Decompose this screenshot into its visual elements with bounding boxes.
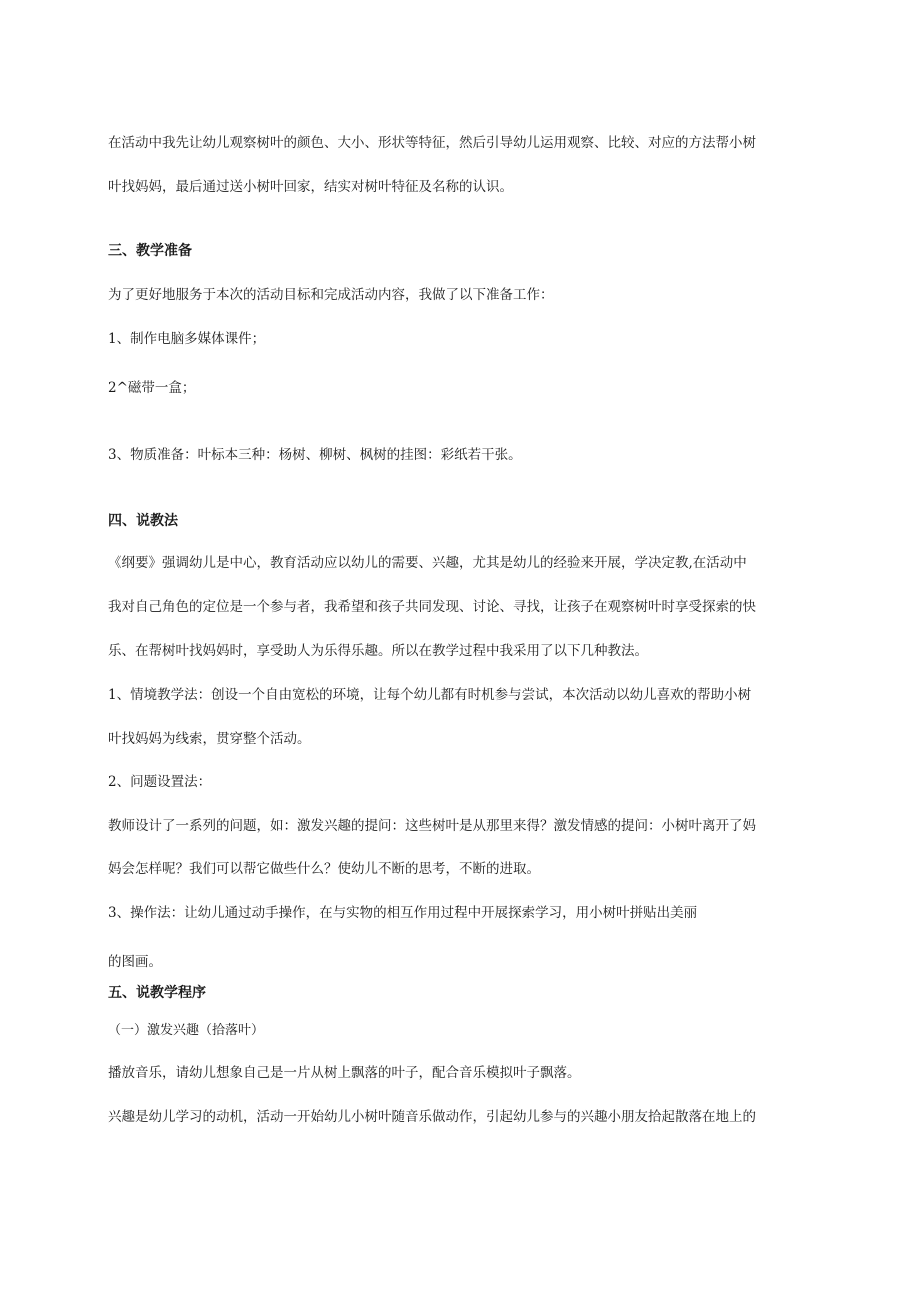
paragraph-line: 乐、在帮树叶找妈妈时，享受助人为乐得乐趣。所以在教学过程中我采用了以下几种教法。	[108, 643, 648, 659]
paragraph-line: 兴趣是幼儿学习的动机，活动一开始幼儿小树叶随音乐做动作，引起幼儿参与的兴趣小朋友拾起散落在地上的	[108, 1109, 756, 1125]
paragraph-line: 教师设计了一系列的问题，如：激发兴趣的提问：这些树叶是从那里来得？激发情感的提问：小树叶离开了妈	[108, 818, 756, 834]
section-heading-preparation: 三、教学准备	[108, 243, 192, 259]
paragraph-line: 妈会怎样呢？我们可以帮它做些什么？使幼儿不断的思考，不断的进取。	[108, 861, 540, 877]
list-item: 1、制作电脑多媒体课件；	[108, 331, 266, 347]
list-item: 3、物质准备：叶标本三种：杨树、柳树、枫树的挂图：彩纸若干张。	[108, 447, 522, 463]
paragraph-line: 为了更好地服务于本次的活动目标和完成活动内容，我做了以下准备工作：	[108, 287, 554, 303]
subsection-heading: （一）激发兴趣（拾落叶）	[108, 1023, 265, 1038]
paragraph-line: 在活动中我先让幼儿观察树叶的颜色、大小、形状等特征，然后引导幼儿运用观察、比较、对应的方法帮小树	[108, 135, 756, 151]
list-item: 1、情境教学法：创设一个自由宽松的环境，让每个幼儿都有时机参与尝试，本次活动以幼儿喜欢的帮助小树	[108, 687, 752, 703]
list-item: 2^磁带一盒；	[108, 380, 196, 396]
paragraph-line: 叶找妈妈，最后通过送小树叶回家，结实对树叶特征及名称的认识。	[108, 179, 513, 195]
list-item: 2、问题设置法：	[108, 774, 212, 790]
paragraph-line: 的图画。	[108, 954, 162, 970]
paragraph-line: 播放音乐，请幼儿想象自己是一片从树上飘落的叶子，配合音乐模拟叶子飘落。	[108, 1065, 581, 1081]
list-item: 3、操作法：让幼儿通过动手操作，在与实物的相互作用过程中开展探索学习，用小树叶拼贴出美丽	[108, 905, 698, 921]
section-heading-teaching-method: 四、说教法	[108, 513, 178, 529]
paragraph-line: 叶找妈妈为线索，贯穿整个活动。	[108, 731, 311, 747]
paragraph-line: 《纲要》强调幼儿是中心，教育活动应以幼儿的需要、兴趣，尤其是幼儿的经验来开展，学决定教,在活动中	[108, 555, 747, 571]
section-heading-teaching-procedure: 五、说教学程序	[108, 985, 206, 1001]
paragraph-line: 我对自己角色的定位是一个参与者，我希望和孩子共同发现、讨论、寻找，让孩子在观察树叶时享受探索的快	[108, 599, 756, 615]
